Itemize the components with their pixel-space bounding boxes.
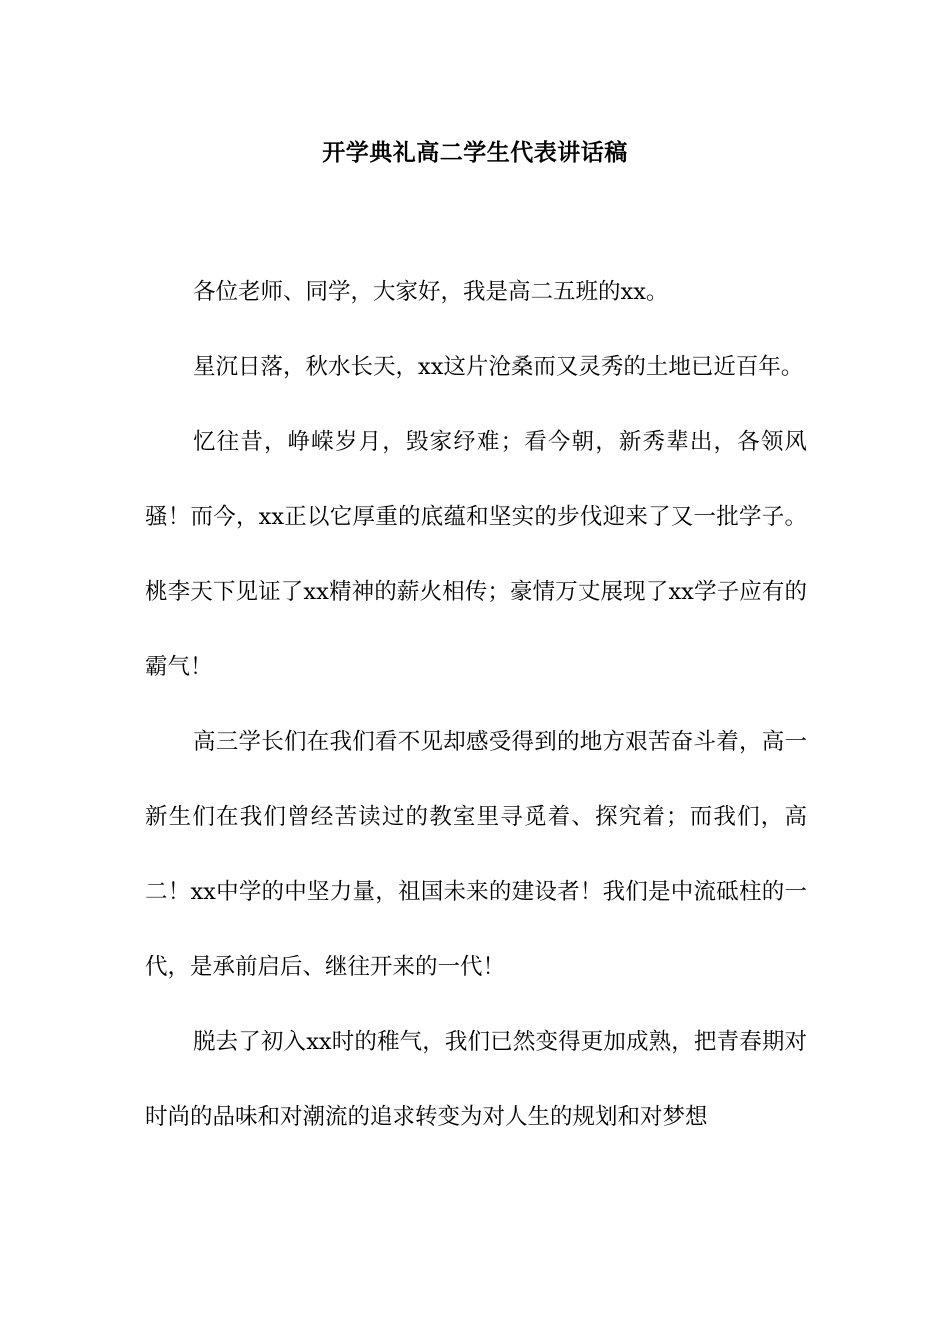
paragraph-history: 忆往昔，峥嵘岁月，毁家纾难；看今朝，新秀辈出，各领风骚！而今，xx正以它厚重的底蕴和坚实的步伐迎来了又一批学子。桃李天下见证了xx精神的薪火相传；豪情万丈展现了xx学子应有的霸气！: [145, 429, 807, 680]
paragraph-maturity: 脱去了初入xx时的稚气，我们已然变得更加成熟，把青春期对时尚的品味和对潮流的追求转变为对人生的规划和对梦想: [145, 1029, 807, 1130]
document-title: 开学典礼高二学生代表讲话稿: [322, 140, 628, 166]
document-body: [145, 255, 807, 1155]
paragraph-greeting: 各位老师、同学，大家好，我是高二五班的xx。: [193, 279, 669, 305]
paragraph-generations: 高三学长们在我们看不见却感受得到的地方艰苦奋斗着，高一新生们在我们曾经苦读过的教室里寻觅着、探究着；而我们，高二！xx中学的中坚力量，祖国未来的建设者！我们是中流砥柱的一代，是承前启后、继往开来的一代！: [145, 729, 807, 980]
paragraph-intro: 星沉日落，秋水长天，xx这片沧桑而又灵秀的土地已近百年。: [193, 354, 804, 380]
